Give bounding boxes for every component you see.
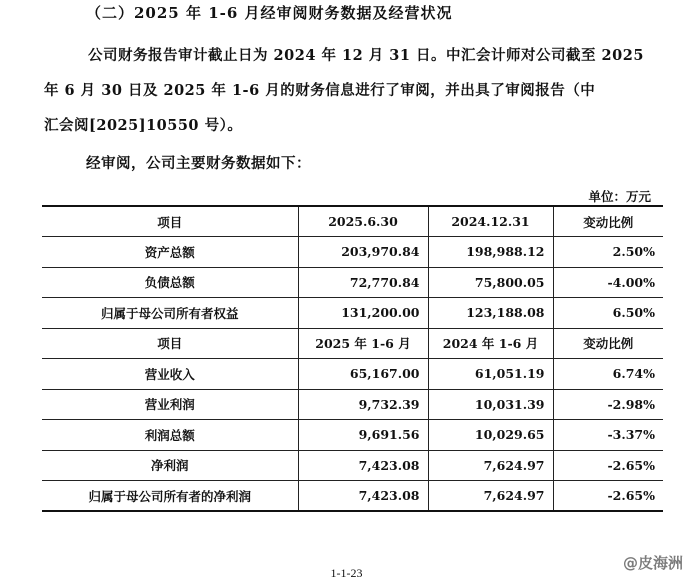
table-cell: 7,423.08: [298, 481, 428, 512]
watermark: @皮海洲: [622, 554, 683, 572]
table-cell: 198,988.12: [428, 237, 553, 268]
row-label: 利润总额: [42, 420, 298, 451]
table-cell: 61,051.19: [428, 359, 553, 390]
review-intro-paragraph: 经审阅，公司主要财务数据如下：: [86, 155, 311, 172]
header-cell: 变动比例: [553, 328, 663, 359]
table-cell: 6.74%: [553, 359, 663, 390]
header-cell: 2025.6.30: [298, 206, 428, 237]
header-cell: 2025 年 1-6 月: [298, 328, 428, 359]
table-cell: 7,423.08: [298, 450, 428, 481]
table-cell: 7,624.97: [428, 481, 553, 512]
financial-data-table: [42, 205, 663, 512]
table-cell: 131,200.00: [298, 298, 428, 329]
audit-paragraph-line-3: 汇会阅[2025]10550 号）。: [44, 117, 243, 134]
table-row: [42, 298, 663, 329]
row-label: 归属于母公司所有者的净利润: [42, 481, 298, 512]
table-cell: 203,970.84: [298, 237, 428, 268]
row-label: 营业收入: [42, 359, 298, 390]
header-cell: 项目: [42, 328, 298, 359]
table-cell: 9,691.56: [298, 420, 428, 451]
header-cell: 项目: [42, 206, 298, 237]
audit-paragraph: [44, 38, 664, 143]
table-cell: -4.00%: [553, 267, 663, 298]
table-cell: -2.65%: [553, 481, 663, 512]
header-cell: 2024 年 1-6 月: [428, 328, 553, 359]
table-cell: 2.50%: [553, 237, 663, 268]
audit-paragraph-line-1: 公司财务报告审计截止日为 2024 年 12 月 31 日。中汇会计师对公司截至 2025: [88, 47, 644, 64]
table-row: [42, 237, 663, 268]
table-cell: 123,188.08: [428, 298, 553, 329]
header-cell: 变动比例: [553, 206, 663, 237]
row-label: 负债总额: [42, 267, 298, 298]
row-label: 营业利润: [42, 389, 298, 420]
table-header-row: [42, 206, 663, 237]
row-label: 净利润: [42, 450, 298, 481]
table-row: [42, 389, 663, 420]
table-row: [42, 481, 663, 512]
table-cell: 75,800.05: [428, 267, 553, 298]
table-row: [42, 267, 663, 298]
table-cell: 7,624.97: [428, 450, 553, 481]
header-cell: 2024.12.31: [428, 206, 553, 237]
table-cell: 10,029.65: [428, 420, 553, 451]
row-label: 资产总额: [42, 237, 298, 268]
audit-paragraph-line-2: 年 6 月 30 日及 2025 年 1-6 月的财务信息进行了审阅，并出具了审阅报告（中: [44, 82, 596, 99]
table-cell: 6.50%: [553, 298, 663, 329]
table-cell: 72,770.84: [298, 267, 428, 298]
row-label: 归属于母公司所有者权益: [42, 298, 298, 329]
table-cell: 10,031.39: [428, 389, 553, 420]
table-cell: -2.98%: [553, 389, 663, 420]
table-header-row: [42, 328, 663, 359]
table-cell: -3.37%: [553, 420, 663, 451]
table-cell: 9,732.39: [298, 389, 428, 420]
unit-label: 单位：万元: [588, 189, 651, 204]
table-cell: -2.65%: [553, 450, 663, 481]
table-row: [42, 450, 663, 481]
section-heading: （二）2025 年 1-6 月经审阅财务数据及经营状况: [86, 4, 453, 22]
table-cell: 65,167.00: [298, 359, 428, 390]
page-number: 1-1-23: [330, 566, 363, 580]
table-row: [42, 359, 663, 390]
table-row: [42, 420, 663, 451]
